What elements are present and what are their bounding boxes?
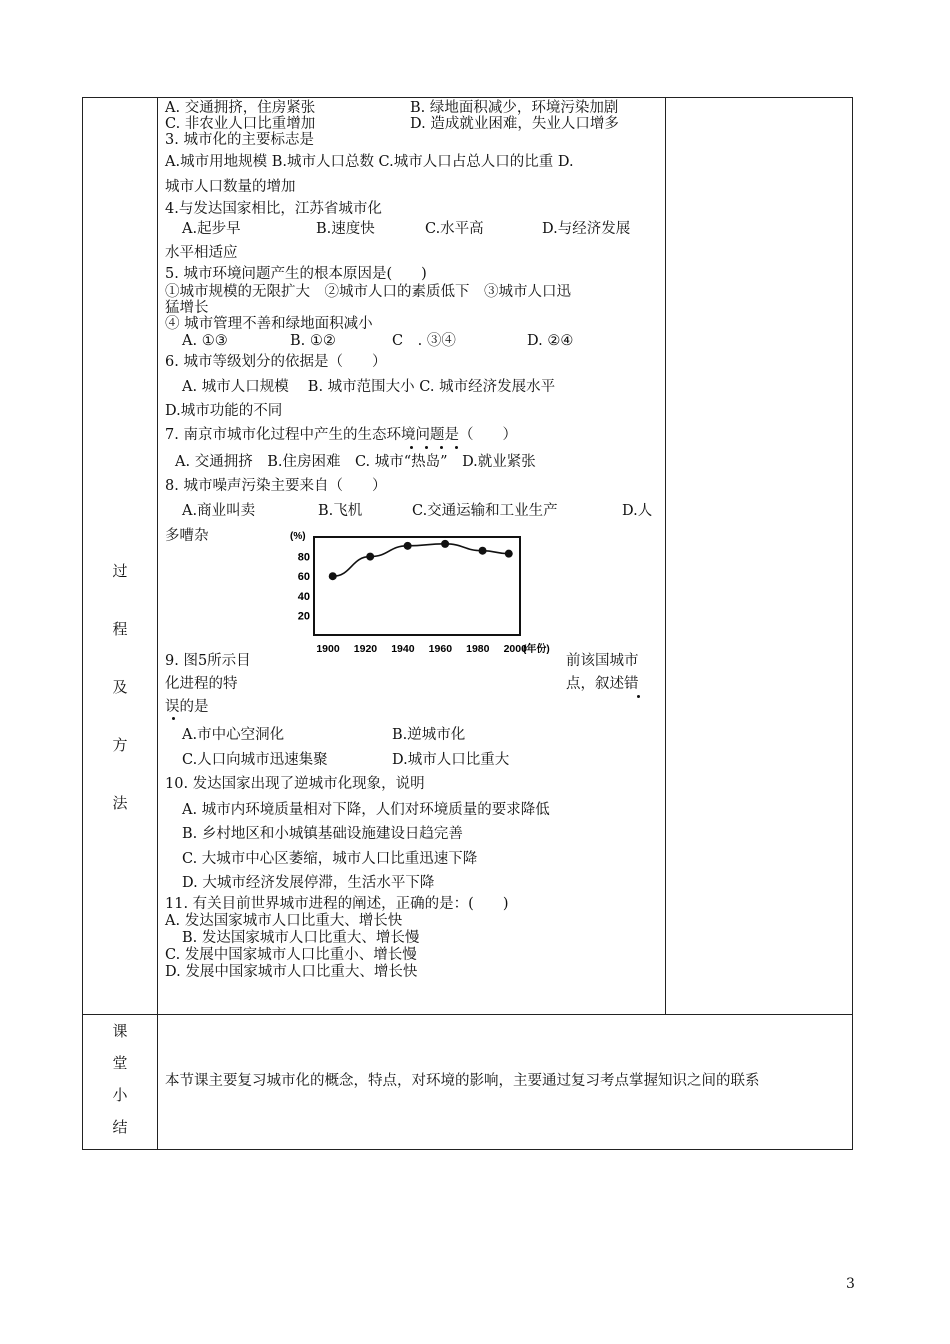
process-char: 程 [112, 620, 128, 638]
emphasis-dot [637, 695, 640, 698]
option-line: C.人口向城市迅速集聚 [182, 752, 328, 768]
option-line: 水平相适应 [165, 245, 238, 261]
option-line: A. 交通拥挤 B.住房困难 C. 城市“热岛” D.就业紧张 [175, 454, 536, 470]
question-line: 6. 城市等级划分的依据是（ ） [165, 354, 387, 370]
table-left-border [82, 97, 83, 1150]
question-line: 点，叙述错 [566, 676, 639, 692]
question-line: 3. 城市化的主要标志是 [165, 132, 314, 148]
option-line: A.起步早 [182, 221, 241, 237]
x-tick-label: 1960 [428, 643, 453, 655]
option-line: D. 发展中国家城市人口比重大、增长快 [165, 964, 418, 980]
option-line: A. 城市内环境质量相对下降，人们对环境质量的要求降低 [182, 802, 550, 818]
option-line: A. ①③ [182, 333, 228, 349]
summary-char: 课 [112, 1022, 128, 1040]
urbanization-line-chart [282, 527, 552, 655]
process-char: 方 [112, 736, 128, 754]
option-line: D. ②④ [527, 333, 574, 349]
data-point [329, 572, 337, 580]
x-axis-label: (年份) [523, 644, 550, 655]
x-tick-label: 1900 [316, 643, 340, 655]
y-axis-label: (%) [290, 531, 306, 542]
option-line: A.商业叫卖 [182, 503, 256, 519]
question-line: 4.与发达国家相比，江苏省城市化 [165, 201, 382, 217]
summary-char: 结 [112, 1118, 128, 1136]
option-line: B.速度快 [316, 221, 375, 237]
emphasis-dot [440, 446, 443, 449]
option-line: A.城市用地规模 B.城市人口总数 C.城市人口占总人口的比重 D. [165, 154, 574, 170]
notes-column-divider [665, 97, 666, 1015]
option-line: B. 乡村地区和小城镇基础设施建设日趋完善 [182, 826, 463, 842]
option-line: D.城市人口比重大 [392, 752, 510, 768]
emphasis-dot [425, 446, 428, 449]
option-line: 多嘈杂 [165, 528, 209, 544]
x-tick-label: 1920 [353, 643, 378, 655]
data-point [505, 550, 513, 558]
option-line: C. 大城市中心区萎缩，城市人口比重迅速下降 [182, 851, 478, 867]
page-number: 3 [846, 1276, 855, 1292]
option-line: B.飞机 [318, 503, 363, 519]
summary-char: 堂 [112, 1054, 128, 1072]
option-line: D.人 [622, 503, 653, 519]
option-line: C. 非农业人口比重增加 [165, 116, 316, 132]
option-line: B. 发达国家城市人口比重大、增长慢 [182, 930, 420, 946]
data-point [441, 540, 449, 548]
y-tick-label: 20 [297, 610, 310, 623]
chart-ticks [298, 552, 550, 655]
option-line: A. 发达国家城市人口比重大、增长快 [165, 913, 403, 929]
option-line: A.市中心空洞化 [182, 727, 285, 743]
option-line: D. 造成就业困难，失业人口增多 [410, 116, 619, 132]
x-tick-label: 2000 [503, 643, 527, 655]
question-line: 10. 发达国家出现了逆城市化现象，说明 [165, 776, 425, 792]
table-right-border [852, 97, 853, 1150]
summary-char: 小 [112, 1086, 128, 1104]
question-line: 9. 图5所示目 [165, 653, 251, 669]
summary-text: 本节课主要复习城市化的概念，特点，对环境的影响，主要通过复习考点掌握知识之间的联系 [165, 1073, 760, 1089]
table-bottom-border [82, 1149, 853, 1150]
x-tick-label: 1940 [391, 643, 415, 655]
question-line: 7. 南京市城市化过程中产生的生态环境问题是（ ） [165, 427, 517, 443]
emphasis-dot [172, 717, 175, 720]
question-line: 误的是 [165, 699, 209, 715]
question-line: 5. 城市环境问题产生的根本原因是( ) [165, 266, 427, 282]
data-point [366, 553, 374, 561]
y-tick-label: 40 [297, 590, 310, 603]
option-line: D.与经济发展 [542, 221, 631, 237]
x-tick-label: 1980 [466, 643, 490, 655]
option-line: D.城市功能的不同 [165, 403, 283, 419]
emphasis-dot [455, 446, 458, 449]
process-char: 及 [112, 678, 128, 696]
option-line: B. ①② [290, 333, 336, 349]
option-line: A. 城市人口规模 B. 城市范围大小 C. 城市经济发展水平 [182, 379, 556, 395]
process-char: 法 [112, 794, 128, 812]
option-line: D. 大城市经济发展停滞，生活水平下降 [182, 875, 435, 891]
row-divider [82, 1014, 853, 1015]
option-line: C.交通运输和工业生产 [412, 503, 558, 519]
question-line: 前该国城市 [566, 653, 639, 669]
y-tick-label: 60 [297, 571, 310, 584]
option-line: A. 交通拥挤，住房紧张 [165, 100, 316, 116]
table-top-border [82, 97, 853, 98]
option-line: ①城市规模的无限扩大 ②城市人口的素质低下 ③城市人口迅 [165, 284, 571, 300]
option-line: C. 发展中国家城市人口比重小、增长慢 [165, 947, 417, 963]
option-line: 城市人口数量的增加 [165, 179, 296, 195]
option-line: B.逆城市化 [392, 727, 466, 743]
data-point [479, 547, 487, 555]
question-line: 化进程的特 [165, 676, 238, 692]
question-line: 11. 有关目前世界城市进程的阐述，正确的是：( ) [165, 896, 509, 912]
y-tick-label: 80 [297, 551, 310, 564]
label-column-divider [157, 97, 158, 1150]
emphasis-dot [410, 446, 413, 449]
option-line: C . ③④ [392, 333, 456, 349]
process-char: 过 [112, 562, 128, 580]
option-line: C.水平高 [425, 221, 484, 237]
option-line: B. 绿地面积减少，环境污染加剧 [410, 100, 619, 116]
question-line: 8. 城市噪声污染主要来自（ ） [165, 478, 387, 494]
option-line: 猛增长 [165, 300, 209, 316]
data-point [404, 542, 412, 550]
option-line: ④ 城市管理不善和绿地面积减小 [165, 316, 373, 332]
